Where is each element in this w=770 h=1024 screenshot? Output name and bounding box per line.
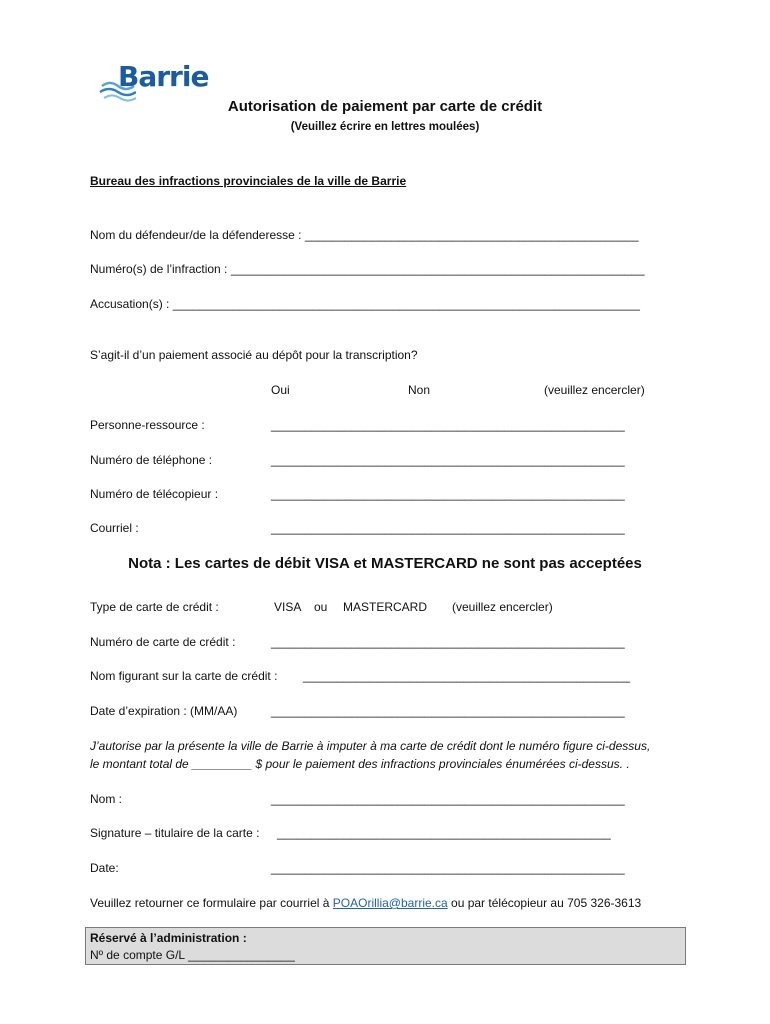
admin-box (85, 927, 686, 965)
card-type-label: Type de carte de crédit : (90, 600, 219, 614)
expiry-label: Date d’expiration : (MM/AA) (90, 704, 238, 718)
signature-line[interactable]: __________________________________________________ (277, 826, 611, 840)
email-line[interactable]: _____________________________________________________ (271, 521, 625, 535)
page-subtitle: (Veuillez écrire en lettres moulées) (290, 121, 480, 133)
defendant-label: Nom du défendeur/de la défenderesse : (90, 228, 302, 242)
authorization-line-2: le montant total de _________ $ pour le paiement des infractions provinciales énumérées ci-dessus. . (90, 757, 630, 771)
name-label: Nom : (90, 792, 123, 806)
expiry-line[interactable]: _____________________________________________________ (271, 704, 625, 718)
email-label: Courriel : (90, 521, 139, 535)
authorization-line-1: J’autorise par la présente la ville de Barrie à imputer à ma carte de crédit dont le numéro figure ci-dessus, (90, 739, 651, 753)
charges-line[interactable]: ______________________________________________________________________ (172, 297, 640, 311)
contact-person-label: Personne-ressource : (90, 418, 205, 432)
signature-label: Signature – titulaire de la carte : (90, 826, 260, 840)
option-yes[interactable]: Oui (271, 383, 290, 397)
return-email-link[interactable]: POAOrillia@barrie.ca (332, 896, 448, 910)
office-heading: Bureau des infractions provinciales de la ville de Barrie (90, 174, 407, 188)
defendant-line[interactable]: __________________________________________________ (304, 228, 639, 242)
card-type-or: ou (314, 600, 328, 614)
card-number-line[interactable]: _____________________________________________________ (271, 635, 625, 649)
option-mastercard[interactable]: MASTERCARD (343, 600, 428, 614)
charges-label: Accusation(s) : (90, 297, 170, 311)
card-name-line[interactable]: _________________________________________________ (303, 669, 631, 683)
return-prefix: Veuillez retourner ce formulaire par courriel à (90, 896, 330, 910)
page-title: Autorisation de paiement par carte de crédit (227, 98, 543, 115)
logo-text: Barrie (118, 60, 209, 93)
return-suffix: ou par télécopieur au 705 326-3613 (451, 896, 642, 910)
date-label: Date: (90, 861, 119, 875)
card-number-label: Numéro de carte de crédit : (90, 635, 236, 649)
fax-line[interactable]: _____________________________________________________ (271, 487, 625, 501)
option-no[interactable]: Non (408, 383, 431, 397)
phone-label: Numéro de téléphone : (90, 453, 213, 467)
card-name-label: Nom figurant sur la carte de crédit : (90, 669, 278, 683)
offence-number-label: Numéro(s) de l’infraction : (90, 262, 228, 276)
charges-field[interactable] (90, 297, 640, 311)
phone-line[interactable]: _____________________________________________________ (271, 453, 625, 467)
defendant-field[interactable] (90, 228, 639, 242)
option-visa[interactable]: VISA (274, 600, 302, 614)
return-instructions (90, 896, 641, 910)
date-line[interactable]: _____________________________________________________ (271, 861, 625, 875)
card-circle-note: (veuillez encercler) (452, 600, 553, 614)
nota-heading: Nota : Les cartes de débit VISA et MASTERCARD ne sont pas acceptées (128, 555, 642, 572)
admin-account[interactable]: Nº de compte G/L ________________ (90, 948, 295, 962)
contact-person-line[interactable]: _____________________________________________________ (271, 418, 625, 432)
fax-label: Numéro de télécopieur : (90, 487, 219, 501)
deposit-question: S’agit-il d’un paiement associé au dépôt pour la transcription? (90, 348, 418, 362)
circle-note: (veuillez encercler) (544, 383, 645, 397)
admin-title: Réservé à l’administration : (90, 931, 247, 945)
name-line[interactable]: _____________________________________________________ (271, 792, 625, 806)
offence-number-field[interactable] (90, 262, 645, 276)
offence-number-line[interactable]: ______________________________________________________________ (230, 262, 645, 276)
